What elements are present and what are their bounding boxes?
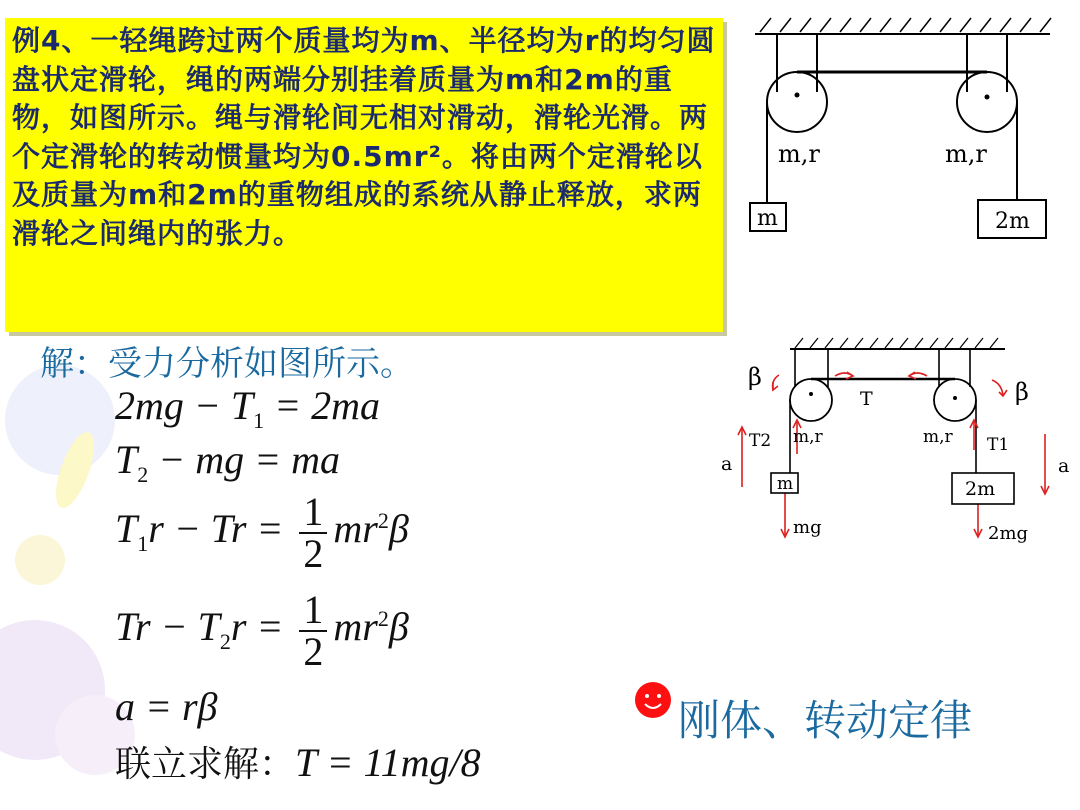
left-pulley-label: m,r [793,427,823,447]
solution-title: 解：受力分析如图所示。 [40,344,414,384]
force-diagram [715,332,1080,547]
tension-mid-label: T [860,388,873,410]
beta-right-label: β [1015,378,1029,406]
equation-5: a = rβ [115,684,218,729]
equation-3: $T_1r - Tr$ = $\frac{1}{2}$ $mr^2\beta$ [115,489,409,576]
mass-left-label: m [777,474,794,494]
equation-1: $2mg - T_1 = 2ma$ [115,383,381,433]
final-formula: T = 11mg/8 [295,740,481,785]
t1-label: T1 [987,435,1010,455]
problem-statement: 例4、一轻绳跨过两个质量均为m、半径均为r的均匀圆盘状定滑轮，绳的两端分别挂着质量为m和2m的重物，如图所示。绳与滑轮间无相对滑动，滑轮光滑。两个定滑轮的转动惯量均为0.5mr²。将由两个定滑轮以及质量为m和2m的重物组成的系统从静止释放，求两滑轮之间绳内的张力。 [12,24,716,250]
beta-left-label: β [748,363,762,391]
accel-left-label: a [721,453,733,475]
t2-label: T2 [749,431,772,451]
topic-label: 刚体、转动定律 [678,696,973,745]
large-mass-label: 2m [995,209,1030,234]
equation-4: $Tr - T_2r$ = $\frac{1}{2}$ $mr^2\beta$ [115,587,409,674]
right-pulley [957,72,1017,132]
right-pulley-label: m,r [923,427,953,447]
mass-right-label: 2m [965,478,996,500]
weight-right-label: 2mg [988,523,1029,544]
accel-right-label: a [1058,455,1070,477]
left-pulley-label: m,r [778,140,820,168]
small-mass-label: m [757,206,778,231]
smiley-icon [634,681,672,719]
final-result [115,736,481,787]
left-pulley [767,72,827,132]
final-prefix: 联立求解： [115,744,296,784]
equation-2: $T_2$ − mg = ma [115,437,341,487]
weight-left-label: mg [793,517,822,538]
right-pulley-label: m,r [945,140,987,168]
pulley-diagram [745,10,1055,245]
